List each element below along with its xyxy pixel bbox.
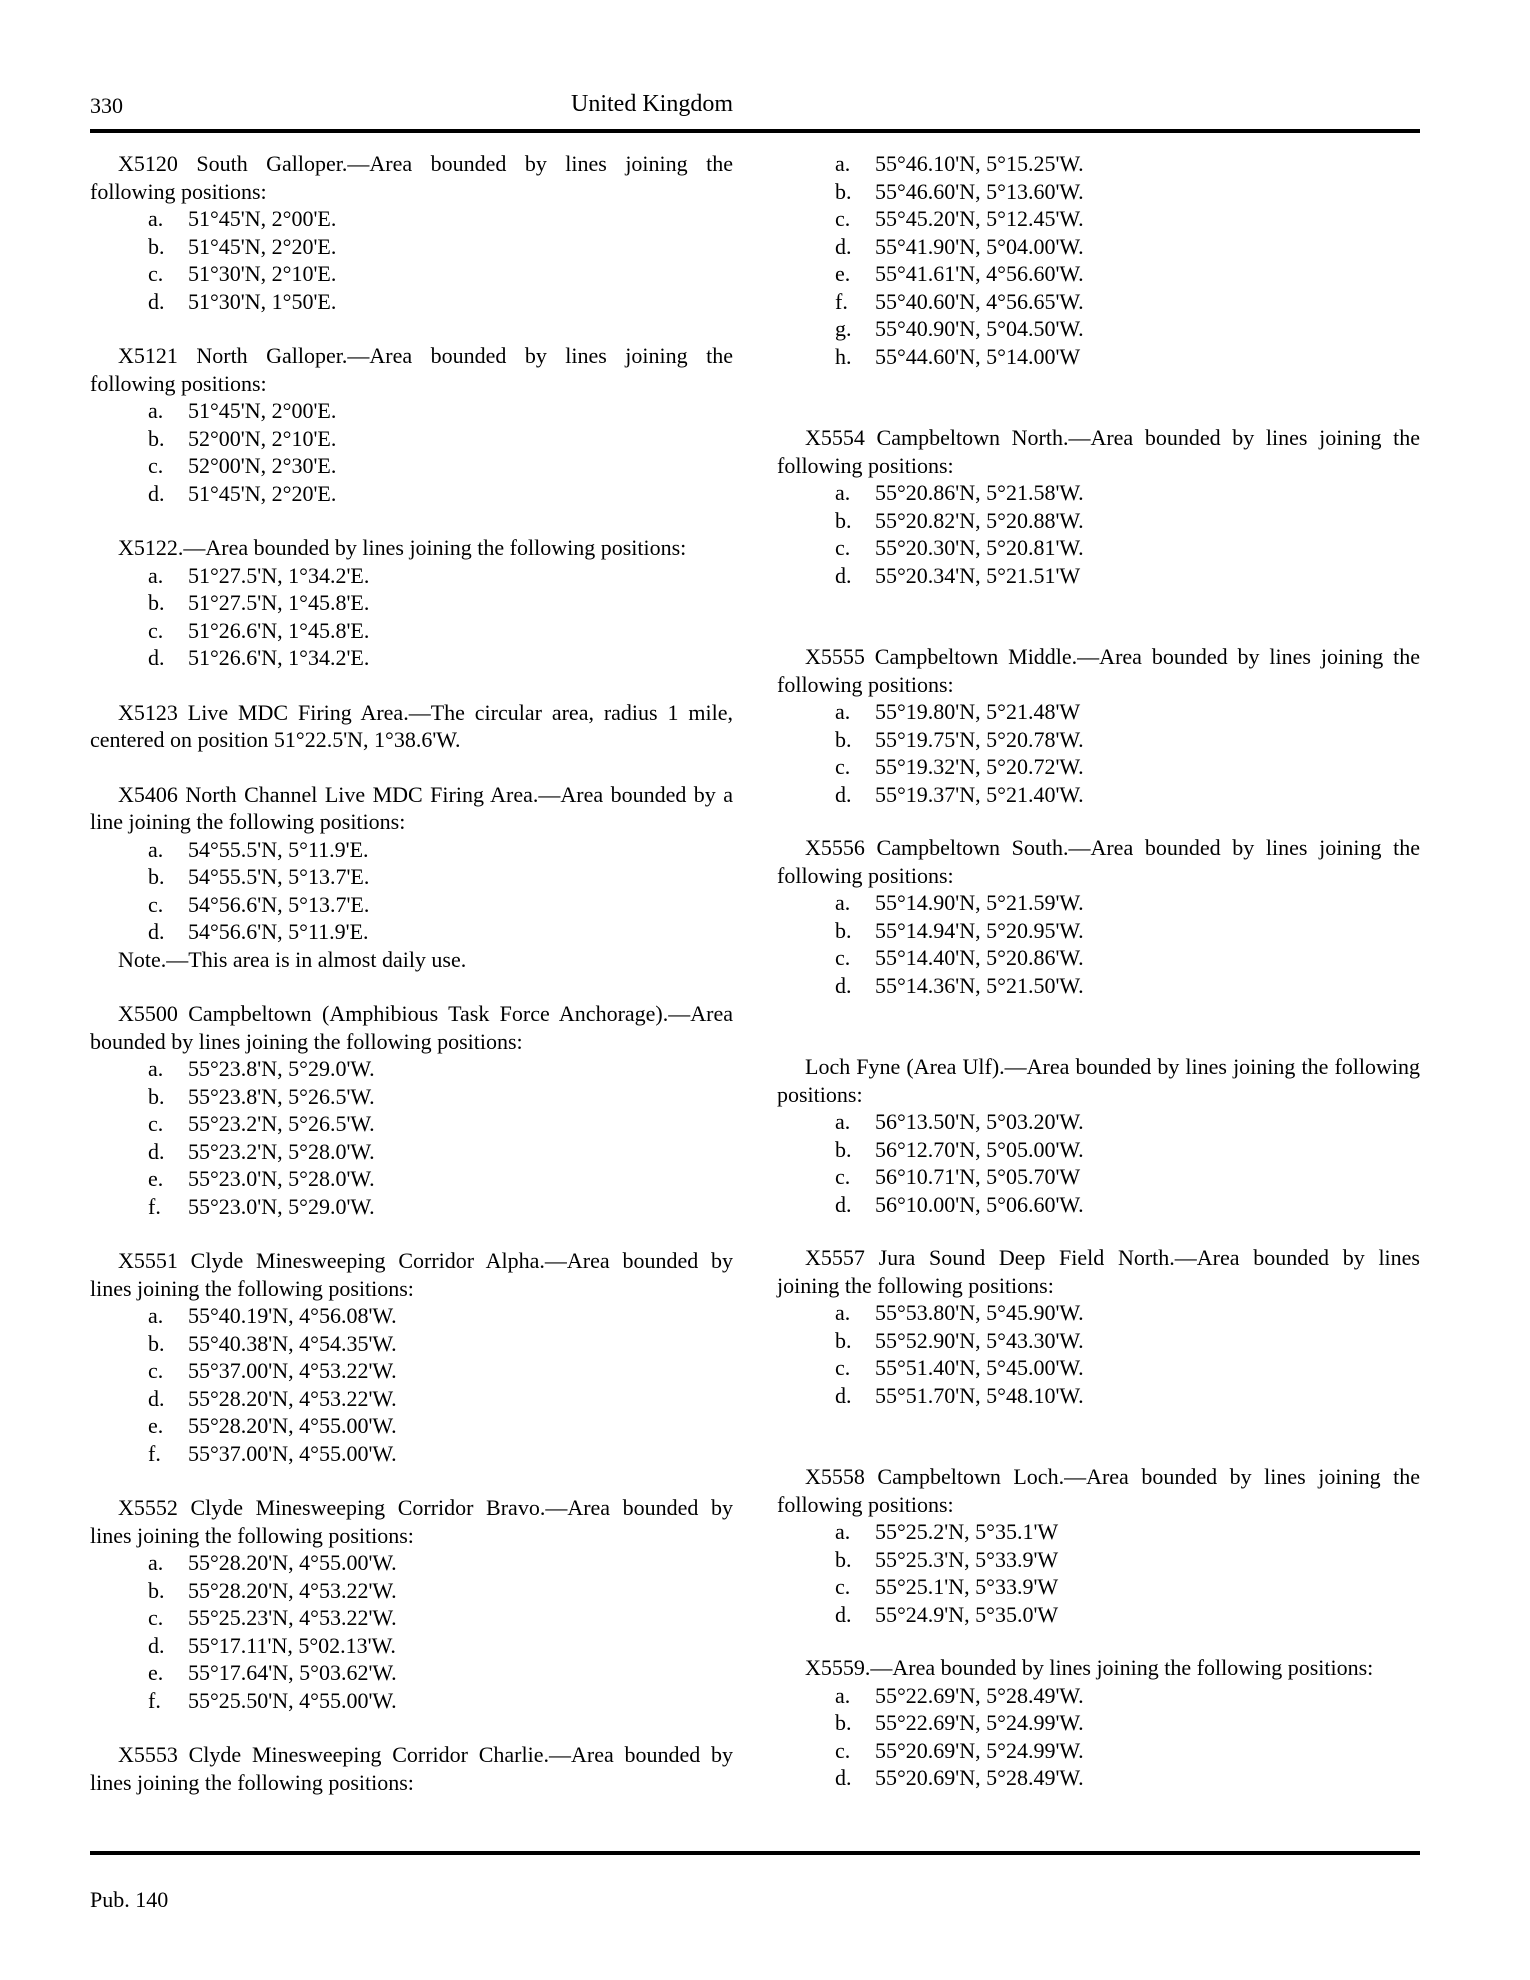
position-label: e. (148, 1413, 164, 1438)
position-coordinates: 55°20.34'N, 5°21.51'W (875, 562, 1081, 588)
entry-heading: X5559.—Area bounded by lines joining the following positions: (805, 1655, 1374, 1680)
entry-heading: X5552 Clyde Minesweeping Corridor Bravo.—Area bounded by lines joining the following positions: (90, 1495, 733, 1548)
position-item (90, 1110, 733, 1138)
position-coordinates: 55°23.0'N, 5°28.0'W. (188, 1166, 375, 1191)
position-label: c. (148, 617, 164, 643)
position-list (777, 1682, 1420, 1792)
area-entry (90, 342, 733, 507)
position-list (90, 562, 733, 672)
position-label: d. (148, 1138, 165, 1164)
position-item (777, 1573, 1420, 1601)
position-item (90, 589, 733, 617)
entry-heading: X5121 North Galloper.—Area bounded by lines joining the following positions: (90, 343, 733, 396)
position-item (90, 233, 733, 261)
position-item (90, 891, 733, 919)
text-columns (90, 150, 1420, 1796)
position-item (90, 1302, 733, 1330)
position-label: c. (835, 1737, 851, 1763)
position-coordinates: 55°19.80'N, 5°21.48'W (875, 699, 1081, 724)
position-item (90, 562, 733, 590)
position-label: b. (835, 178, 852, 204)
position-coordinates: 55°37.00'N, 4°53.22'W. (188, 1358, 397, 1383)
position-item (777, 1764, 1420, 1792)
position-item (90, 1549, 733, 1577)
position-coordinates: 55°25.23'N, 4°53.22'W. (188, 1605, 397, 1630)
position-item (90, 205, 733, 233)
position-label: f. (148, 1440, 161, 1466)
position-item (777, 1163, 1420, 1191)
position-item (777, 534, 1420, 562)
position-item (90, 918, 733, 946)
position-item (90, 288, 733, 316)
position-item (777, 260, 1420, 288)
position-coordinates: 55°23.2'N, 5°28.0'W. (188, 1138, 375, 1164)
position-item (90, 863, 733, 891)
position-label: c. (148, 1358, 164, 1383)
position-label: f. (835, 288, 848, 314)
position-item (777, 917, 1420, 945)
position-coordinates: 55°37.00'N, 4°55.00'W. (188, 1440, 397, 1466)
position-label: f. (148, 1193, 161, 1219)
entry-heading: X5123 Live MDC Firing Area.—The circular area, radius 1 mile, centered on position 51°22.5'N, 1°38.6'W. (90, 699, 733, 752)
position-coordinates: 56°13.50'N, 5°03.20'W. (875, 1109, 1084, 1134)
area-entry (777, 424, 1420, 589)
position-list (90, 1549, 733, 1714)
position-coordinates: 55°14.40'N, 5°20.86'W. (875, 945, 1084, 970)
position-coordinates: 51°30'N, 2°10'E. (188, 261, 337, 286)
position-list (90, 397, 733, 507)
position-coordinates: 55°51.40'N, 5°45.00'W. (875, 1355, 1084, 1380)
position-label: d. (835, 562, 852, 588)
position-item (90, 1577, 733, 1605)
entry-heading: X5406 North Channel Live MDC Firing Area.—Area bounded by a line joining the following positions: (90, 781, 733, 834)
position-coordinates: 55°28.20'N, 4°55.00'W. (188, 1413, 397, 1438)
footer-rule (90, 1851, 1420, 1855)
area-entry (777, 150, 1420, 370)
position-label: f. (148, 1687, 161, 1713)
position-item (777, 944, 1420, 972)
header-rule (90, 129, 1420, 133)
position-label: d. (148, 480, 165, 506)
position-item (777, 1682, 1420, 1710)
position-coordinates: 55°24.9'N, 5°35.0'W (875, 1601, 1059, 1627)
position-coordinates: 51°45'N, 2°20'E. (188, 233, 337, 259)
position-item (90, 1165, 733, 1193)
position-item (777, 343, 1420, 371)
position-list (777, 1299, 1420, 1409)
position-coordinates: 55°23.8'N, 5°29.0'W. (188, 1056, 375, 1081)
area-entry (90, 534, 733, 672)
entry-heading: X5551 Clyde Minesweeping Corridor Alpha.—Area bounded by lines joining the following positions: (90, 1248, 733, 1301)
area-entry (90, 1247, 733, 1467)
position-coordinates: 51°26.6'N, 1°45.8'E. (188, 617, 370, 643)
area-entry (90, 150, 733, 315)
position-coordinates: 55°22.69'N, 5°24.99'W. (875, 1710, 1084, 1735)
position-coordinates: 54°56.6'N, 5°13.7'E. (188, 891, 370, 917)
entry-heading: X5553 Clyde Minesweeping Corridor Charlie.—Area bounded by lines joining the following positions: (90, 1742, 733, 1795)
position-label: a. (148, 398, 164, 423)
entry-heading: X5557 Jura Sound Deep Field North.—Area bounded by lines joining the following positions: (777, 1245, 1420, 1298)
position-item (777, 150, 1420, 178)
page-number: 330 (90, 93, 123, 118)
position-coordinates: 56°10.00'N, 5°06.60'W. (875, 1191, 1084, 1217)
position-coordinates: 55°28.20'N, 4°53.22'W. (188, 1385, 397, 1411)
position-item (90, 1055, 733, 1083)
position-coordinates: 51°26.6'N, 1°34.2'E. (188, 645, 370, 670)
position-item (90, 397, 733, 425)
position-coordinates: 55°52.90'N, 5°43.30'W. (875, 1327, 1084, 1353)
position-label: a. (148, 206, 164, 231)
position-label: b. (835, 1327, 852, 1353)
position-item (777, 562, 1420, 590)
position-label: a. (148, 836, 164, 862)
position-coordinates: 51°45'N, 2°00'E. (188, 206, 337, 231)
position-coordinates: 55°51.70'N, 5°48.10'W. (875, 1382, 1084, 1408)
position-label: b. (835, 1710, 852, 1735)
position-list (777, 150, 1420, 370)
publication-footer: Pub. 140 (90, 1887, 169, 1912)
position-coordinates: 55°14.90'N, 5°21.59'W. (875, 890, 1084, 915)
position-list (777, 1108, 1420, 1218)
position-coordinates: 51°27.5'N, 1°45.8'E. (188, 590, 370, 615)
area-entry (90, 781, 733, 974)
position-item (90, 1659, 733, 1687)
position-label: a. (835, 890, 851, 915)
entry-heading: X5122.—Area bounded by lines joining the following positions: (118, 535, 687, 560)
position-label: a. (835, 1109, 851, 1134)
position-coordinates: 55°46.60'N, 5°13.60'W. (875, 178, 1084, 204)
position-item (777, 1546, 1420, 1574)
position-list (777, 479, 1420, 589)
position-label: b. (835, 726, 852, 752)
position-item (777, 698, 1420, 726)
position-label: b. (148, 425, 165, 451)
position-item (90, 644, 733, 672)
position-label: b. (148, 1330, 165, 1356)
position-coordinates: 55°17.11'N, 5°02.13'W. (188, 1632, 396, 1658)
position-item (777, 1354, 1420, 1382)
position-coordinates: 56°12.70'N, 5°05.00'W. (875, 1136, 1084, 1162)
position-label: b. (835, 1546, 852, 1572)
position-item (90, 260, 733, 288)
position-coordinates: 55°14.94'N, 5°20.95'W. (875, 917, 1084, 943)
position-item (777, 507, 1420, 535)
position-label: c. (148, 1111, 164, 1136)
entry-heading: X5554 Campbeltown North.—Area bounded by lines joining the following positions: (777, 425, 1420, 478)
position-label: c. (148, 1605, 164, 1630)
position-label: d. (835, 1601, 852, 1627)
area-entry (90, 1741, 733, 1796)
position-coordinates: 52°00'N, 2°30'E. (188, 453, 337, 478)
position-coordinates: 55°41.90'N, 5°04.00'W. (875, 233, 1084, 259)
position-item (90, 1687, 733, 1715)
position-coordinates: 55°40.90'N, 5°04.50'W. (875, 316, 1084, 341)
position-item (777, 1601, 1420, 1629)
position-item (777, 1191, 1420, 1219)
position-item (90, 1385, 733, 1413)
position-coordinates: 55°41.61'N, 4°56.60'W. (875, 261, 1084, 286)
position-coordinates: 55°28.20'N, 4°55.00'W. (188, 1550, 397, 1575)
position-label: d. (835, 972, 852, 998)
position-item (777, 781, 1420, 809)
position-item (777, 178, 1420, 206)
position-item (777, 1518, 1420, 1546)
position-item (90, 425, 733, 453)
position-label: d. (148, 1385, 165, 1411)
position-item (90, 1632, 733, 1660)
position-item (90, 1193, 733, 1221)
position-label: d. (835, 781, 852, 807)
position-coordinates: 55°22.69'N, 5°28.49'W. (875, 1682, 1084, 1708)
position-coordinates: 55°53.80'N, 5°45.90'W. (875, 1300, 1084, 1325)
position-label: c. (835, 945, 851, 970)
position-item (90, 1412, 733, 1440)
right-column (777, 150, 1420, 1792)
position-coordinates: 51°27.5'N, 1°34.2'E. (188, 562, 370, 588)
position-coordinates: 55°20.82'N, 5°20.88'W. (875, 507, 1084, 533)
area-entry (777, 1244, 1420, 1409)
position-coordinates: 55°19.32'N, 5°20.72'W. (875, 754, 1084, 779)
position-label: d. (835, 1382, 852, 1408)
position-item (777, 889, 1420, 917)
position-label: e. (148, 1166, 164, 1191)
position-item (777, 753, 1420, 781)
position-coordinates: 55°20.30'N, 5°20.81'W. (875, 535, 1084, 560)
position-list (90, 1302, 733, 1467)
position-label: d. (148, 919, 165, 944)
position-coordinates: 54°56.6'N, 5°11.9'E. (188, 919, 369, 944)
entry-heading: X5120 South Galloper.—Area bounded by lines joining the following positions: (90, 151, 733, 204)
entry-heading: X5555 Campbeltown Middle.—Area bounded by lines joining the following positions: (777, 644, 1420, 697)
position-coordinates: 55°25.1'N, 5°33.9'W (875, 1574, 1059, 1599)
position-coordinates: 55°25.3'N, 5°33.9'W (875, 1546, 1059, 1572)
position-label: a. (835, 699, 851, 724)
position-label: d. (835, 233, 852, 259)
position-item (90, 617, 733, 645)
position-coordinates: 55°25.50'N, 4°55.00'W. (188, 1687, 397, 1713)
area-entry (777, 1654, 1420, 1792)
position-coordinates: 51°30'N, 1°50'E. (188, 288, 337, 314)
position-item (777, 1136, 1420, 1164)
position-coordinates: 55°44.60'N, 5°14.00'W (875, 343, 1081, 369)
position-coordinates: 51°45'N, 2°20'E. (188, 480, 337, 506)
position-coordinates: 55°45.20'N, 5°12.45'W. (875, 206, 1084, 231)
position-label: c. (835, 535, 851, 560)
position-label: b. (148, 233, 165, 259)
position-coordinates: 55°20.69'N, 5°24.99'W. (875, 1737, 1084, 1763)
position-label: a. (835, 1300, 851, 1325)
area-entry (90, 699, 733, 754)
position-label: g. (835, 316, 852, 341)
position-item (90, 1357, 733, 1385)
position-label: a. (835, 151, 851, 176)
position-label: d. (148, 1632, 165, 1658)
position-label: h. (835, 343, 852, 369)
position-label: d. (148, 288, 165, 314)
position-item (777, 1327, 1420, 1355)
position-label: a. (835, 480, 851, 505)
position-label: c. (835, 754, 851, 779)
position-item (90, 480, 733, 508)
position-label: d. (835, 1765, 852, 1790)
area-entry (777, 643, 1420, 808)
position-coordinates: 56°10.71'N, 5°05.70'W (875, 1164, 1081, 1189)
entry-note: Note.—This area is in almost daily use. (118, 946, 467, 972)
entry-heading: X5556 Campbeltown South.—Area bounded by lines joining the following positions: (777, 835, 1420, 888)
position-label: b. (835, 917, 852, 943)
position-list (90, 1055, 733, 1220)
position-label: a. (835, 1682, 851, 1708)
position-list (90, 205, 733, 315)
position-coordinates: 55°14.36'N, 5°21.50'W. (875, 972, 1084, 998)
position-item (777, 1299, 1420, 1327)
area-entry (90, 1494, 733, 1714)
position-coordinates: 55°23.0'N, 5°29.0'W. (188, 1193, 375, 1219)
left-column (90, 150, 733, 1796)
position-label: a. (835, 1519, 851, 1544)
position-item (90, 1440, 733, 1468)
area-entry (90, 1000, 733, 1220)
position-coordinates: 54°55.5'N, 5°13.7'E. (188, 864, 370, 889)
position-item (777, 1382, 1420, 1410)
position-item (777, 315, 1420, 343)
position-coordinates: 55°46.10'N, 5°15.25'W. (875, 151, 1084, 176)
position-list (777, 889, 1420, 999)
position-label: c. (148, 261, 164, 286)
position-label: b. (148, 1083, 165, 1109)
position-item (777, 479, 1420, 507)
area-entry (777, 834, 1420, 999)
position-item (777, 1108, 1420, 1136)
position-label: e. (835, 261, 851, 286)
position-list (90, 836, 733, 946)
position-item (777, 288, 1420, 316)
position-item (90, 452, 733, 480)
position-coordinates: 55°23.8'N, 5°26.5'W. (188, 1083, 375, 1109)
position-label: a. (148, 1303, 164, 1328)
position-label: c. (835, 1574, 851, 1599)
position-coordinates: 55°40.38'N, 4°54.35'W. (188, 1330, 397, 1356)
position-list (777, 1518, 1420, 1628)
position-item (90, 1138, 733, 1166)
position-label: b. (148, 864, 165, 889)
page-title: United Kingdom (571, 91, 733, 117)
position-coordinates: 51°45'N, 2°00'E. (188, 398, 337, 423)
position-label: c. (835, 206, 851, 231)
position-item (777, 1737, 1420, 1765)
position-label: a. (148, 562, 164, 588)
position-coordinates: 55°25.2'N, 5°35.1'W (875, 1519, 1059, 1544)
position-coordinates: 55°19.37'N, 5°21.40'W. (875, 781, 1084, 807)
position-label: c. (835, 1355, 851, 1380)
position-coordinates: 55°40.60'N, 4°56.65'W. (875, 288, 1084, 314)
position-item (90, 1330, 733, 1358)
position-coordinates: 55°20.86'N, 5°21.58'W. (875, 480, 1084, 505)
position-label: c. (148, 891, 164, 917)
position-coordinates: 54°55.5'N, 5°11.9'E. (188, 836, 369, 862)
entry-heading: X5500 Campbeltown (Amphibious Task Force Anchorage).—Area bounded by lines joining the following positions: (90, 1001, 733, 1054)
position-list (777, 698, 1420, 808)
position-coordinates: 55°20.69'N, 5°28.49'W. (875, 1765, 1084, 1790)
position-coordinates: 55°40.19'N, 4°56.08'W. (188, 1303, 397, 1328)
position-item (777, 1709, 1420, 1737)
position-label: a. (148, 1550, 164, 1575)
position-item (90, 1083, 733, 1111)
position-label: d. (835, 1191, 852, 1217)
position-coordinates: 55°28.20'N, 4°53.22'W. (188, 1577, 397, 1603)
position-item (777, 233, 1420, 261)
position-label: e. (148, 1660, 164, 1685)
position-label: a. (148, 1056, 164, 1081)
position-label: b. (148, 590, 165, 615)
entry-heading: Loch Fyne (Area Ulf).—Area bounded by lines joining the following positions: (777, 1054, 1420, 1107)
position-coordinates: 55°19.75'N, 5°20.78'W. (875, 726, 1084, 752)
position-label: c. (148, 453, 164, 478)
position-item (777, 972, 1420, 1000)
position-label: c. (835, 1164, 851, 1189)
position-item (90, 1604, 733, 1632)
position-coordinates: 52°00'N, 2°10'E. (188, 425, 337, 451)
position-item (777, 726, 1420, 754)
position-label: b. (835, 1136, 852, 1162)
position-coordinates: 55°23.2'N, 5°26.5'W. (188, 1111, 375, 1136)
area-entry (777, 1463, 1420, 1628)
position-item (90, 836, 733, 864)
entry-heading: X5558 Campbeltown Loch.—Area bounded by lines joining the following positions: (777, 1464, 1420, 1517)
position-label: d. (148, 645, 165, 670)
area-entry (777, 1053, 1420, 1218)
position-label: b. (148, 1577, 165, 1603)
position-label: b. (835, 507, 852, 533)
position-item (777, 205, 1420, 233)
position-coordinates: 55°17.64'N, 5°03.62'W. (188, 1660, 397, 1685)
